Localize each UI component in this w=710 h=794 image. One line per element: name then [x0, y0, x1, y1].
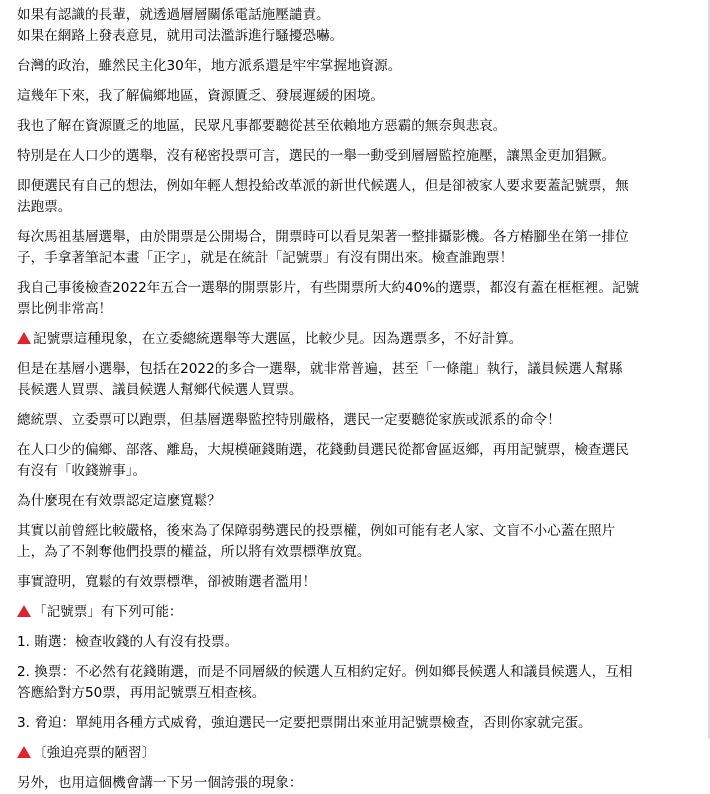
paragraph-line	[17, 521, 696, 542]
paragraph-line	[17, 56, 696, 77]
post-paragraph	[17, 572, 696, 593]
paragraph-text: 答應給對方50票，再用記號票互相查核。	[17, 685, 266, 701]
post-paragraph	[17, 713, 696, 734]
red-triangle-icon	[17, 605, 31, 617]
post-paragraph	[17, 521, 696, 563]
paragraph-text: 即便選民有自己的想法，例如年輕人想投給改革派的新世代候選人，但是卻被家人要求要蓋記號票，無	[17, 178, 629, 194]
paragraph-line	[17, 602, 696, 623]
post-paragraph	[17, 602, 696, 623]
paragraph-line	[17, 278, 696, 299]
paragraph-line	[17, 176, 696, 197]
post-paragraph	[17, 116, 696, 137]
post-paragraph	[17, 86, 696, 107]
paragraph-line	[17, 329, 696, 350]
paragraph-line	[17, 86, 696, 107]
post-paragraph	[17, 743, 696, 764]
post-paragraph	[17, 662, 696, 704]
paragraph-text: 事實證明，寬鬆的有效票標準，卻被賄選者濫用！	[17, 574, 317, 590]
paragraph-text: 如果在網路上發表意見，就用司法濫訴進行騷擾恐嚇。	[17, 28, 344, 44]
paragraph-line	[17, 713, 696, 734]
paragraph-line	[17, 227, 696, 248]
paragraph-text: 「記號票」有下列可能：	[33, 604, 183, 620]
paragraph-text: 在人口少的偏鄉、部落、離島，大規模砸錢賄選，花錢動員選民從都會區返鄉，再用記號票，檢查選民	[17, 442, 629, 458]
paragraph-text: 我自己事後檢查2022年五合一選舉的開票影片，有些開票所大約40%的選票，都沒有蓋在框框裡。記號	[17, 280, 640, 296]
paragraph-line	[17, 683, 696, 704]
post-paragraph	[17, 773, 696, 794]
paragraph-text: 台灣的政治，雖然民主化30年，地方派系還是牢牢掌握地資源。	[17, 58, 402, 74]
paragraph-text: 票比例非常高！	[17, 301, 113, 317]
paragraph-text: 記號票這種現象，在立委總統選舉等大選區，比較少見。因為選票多，不好計算。	[33, 331, 523, 347]
paragraph-text: 3. 脅迫：單純用各種方式威脅，強迫選民一定要把票開出來並用記號票檢查，否則你家就完蛋。	[17, 715, 592, 731]
post-paragraph	[17, 410, 696, 431]
paragraph-line	[17, 299, 696, 320]
paragraph-line	[17, 146, 696, 167]
paragraph-text: 這幾年下來，我了解偏鄉地區，資源匱乏、發展遲緩的困境。	[17, 88, 385, 104]
post-paragraph	[17, 491, 696, 512]
paragraph-line	[17, 359, 696, 380]
paragraph-line	[17, 743, 696, 764]
paragraph-line	[17, 440, 696, 461]
red-triangle-icon	[17, 746, 31, 758]
post-paragraph	[17, 176, 696, 218]
paragraph-text: 1. 賄選：檢查收錢的人有沒有投票。	[17, 634, 239, 650]
paragraph-line	[17, 773, 696, 794]
post-paragraph	[17, 359, 696, 401]
paragraph-text: 另外，也用這個機會講一下另一個誇張的現象：	[17, 775, 303, 791]
paragraph-text: 其實以前曾經比較嚴格，後來為了保障弱勢選民的投票權，例如可能有老人家、文盲不小心蓋在照片	[17, 523, 616, 539]
paragraph-text: 但是在基層小選舉，包括在2022的多合一選舉，就非常普遍，甚至「一條龍」執行，議員候選人幫縣	[17, 361, 623, 377]
paragraph-line	[17, 197, 696, 218]
post-paragraph	[17, 227, 696, 269]
paragraph-text: 如果有認識的長輩，就透過層層關係電話施壓譴責。	[17, 7, 330, 23]
paragraph-line	[17, 380, 696, 401]
paragraph-line	[17, 632, 696, 653]
post-paragraph	[17, 329, 696, 350]
paragraph-text: 〔強迫亮票的陋習〕	[33, 745, 156, 761]
post-paragraph	[17, 5, 696, 47]
paragraph-text: 為什麼現在有效票認定這麼寬鬆？	[17, 493, 221, 509]
post-paragraph	[17, 56, 696, 77]
paragraph-line	[17, 572, 696, 593]
post-paragraph	[17, 440, 696, 482]
paragraph-text: 法跑票。	[17, 199, 72, 215]
paragraph-line	[17, 410, 696, 431]
post-paragraph	[17, 146, 696, 167]
paragraph-line	[17, 116, 696, 137]
paragraph-text: 上，為了不剝奪他們投票的權益，所以將有效票標準放寬。	[17, 544, 371, 560]
paragraph-text: 每次馬祖基層選舉，由於開票是公開場合，開票時可以看見架著一整排攝影機。各方樁腳坐在第一排位	[17, 229, 629, 245]
paragraph-text: 我也了解在資源匱乏的地區，民眾凡事都要聽從甚至依賴地方惡霸的無奈與悲哀。	[17, 118, 507, 134]
paragraph-line	[17, 5, 696, 26]
paragraph-line	[17, 491, 696, 512]
paragraph-line	[17, 461, 696, 482]
paragraph-text: 子，手拿著筆記本畫「正字」，就是在統計「記號票」有沒有開出來。檢查誰跑票！	[17, 250, 514, 266]
paragraph-line	[17, 662, 696, 683]
paragraph-line	[17, 542, 696, 563]
paragraph-text: 特別是在人口少的選舉，沒有秘密投票可言，選民的一舉一動受到層層監控施壓，讓黑金更加猖獗。	[17, 148, 616, 164]
paragraph-line	[17, 248, 696, 269]
paragraph-text: 長候選人買票、議員候選人幫鄉代候選人買票。	[17, 382, 303, 398]
paragraph-text: 有沒有「收錢辦事」。	[17, 463, 147, 479]
red-triangle-icon	[17, 332, 31, 344]
paragraph-text: 總統票、立委票可以跑票，但基層選舉監控特別嚴格，選民一定要聽從家族或派系的命令！	[17, 412, 561, 428]
paragraph-text: 2. 換票：不必然有花錢賄選，而是不同層級的候選人互相約定好。例如鄉長候選人和議員候選人，互相	[17, 664, 633, 680]
post-paragraph	[17, 278, 696, 320]
paragraph-line	[17, 26, 696, 47]
post-paragraph	[17, 632, 696, 653]
